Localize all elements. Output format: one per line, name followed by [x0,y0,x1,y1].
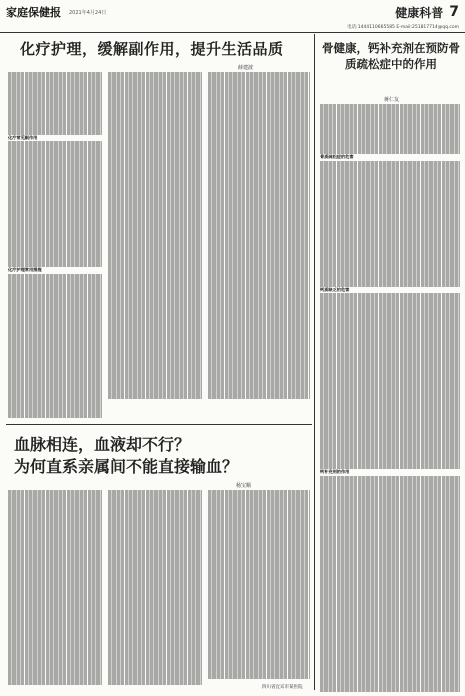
article1-column-2 [108,72,202,422]
article1-subhead-1: 化疗常见副作用 [8,134,38,140]
footer-note: 四川省宜宾市某医院 [262,685,303,690]
vertical-divider [314,34,315,690]
horizontal-divider [6,424,312,425]
article3-column-3 [208,490,310,680]
article2-byline: 蒋仁友 [384,97,400,103]
page-number: 7 [449,4,459,20]
article2-column [320,104,460,692]
article2-title: 骨健康，钙补充剂在预防骨质疏松症中的作用 [322,41,460,71]
article3-title-line2: 为何直系亲属间不能直接输血？ [14,457,239,476]
issue-date: 2021年4月24日 [69,9,107,16]
article1-column-1 [8,72,102,422]
article2-subhead-1: 骨质疏松症的危害 [320,154,354,160]
article2-subhead-3: 钙补充剂的作用 [320,469,350,475]
article3-title-line1: 血脉相连，血液却不行？ [14,435,191,454]
article2-subhead-2: 钙质缺乏的危害 [320,286,350,292]
article3-title [14,434,314,478]
article1-subhead-2: 化疗护理常用措施 [8,267,42,273]
section-title-left: 家庭保健报 [6,6,61,19]
article1-column-3 [208,72,310,422]
section-title-right: 健康科普 [395,5,444,20]
article3-column-2 [108,490,202,688]
article3-byline: 杨宝顺 [236,483,252,489]
article3-column-1 [8,490,102,688]
article1-byline: 薛建波 [238,65,254,71]
article1-title: 化疗护理，缓解副作用，提升生活品质 [20,40,284,58]
masthead [6,2,459,22]
contact-info: 电话:1444110665585 E-mail:251817714@qq.com [347,25,459,30]
